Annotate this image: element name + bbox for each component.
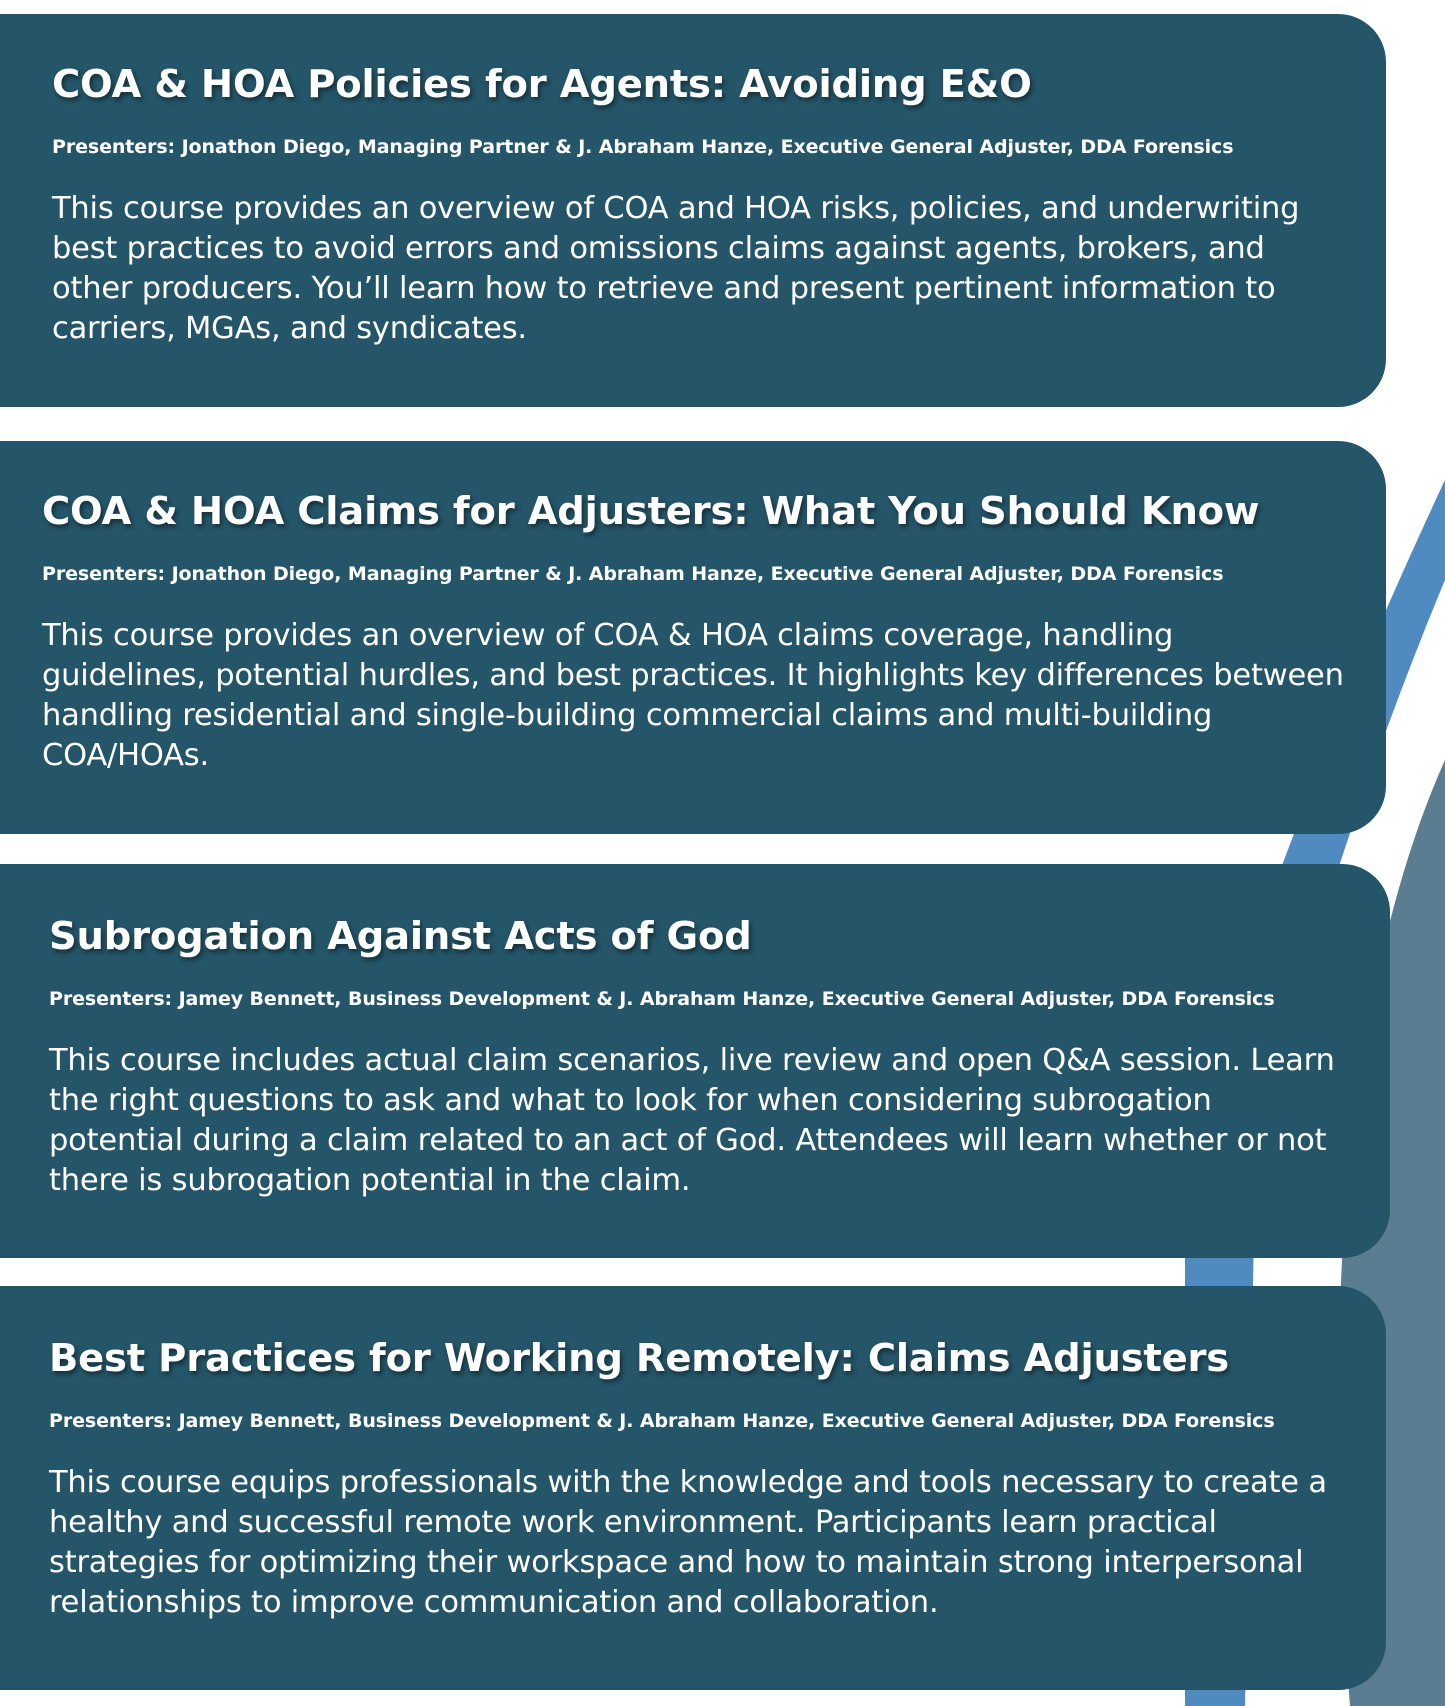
course-presenters: Presenters: Jamey Bennett, Business Development & J. Abraham Hanze, Executive General Adjuster, DDA Forensics	[49, 988, 1275, 1011]
course-description: This course provides an overview of COA and HOA risks, policies, and underwriting best practices to avoid errors and omissions claims against agents, brokers, and other producers. You’ll learn how to retrieve and present pertinent information to carriers, MGAs, and syndicates.	[52, 190, 1300, 346]
course-card	[0, 864, 1390, 1258]
course-card	[0, 1286, 1386, 1690]
course-title: Subrogation Against Acts of God	[49, 914, 752, 959]
course-description: This course provides an overview of COA & HOA claims coverage, handling guidelines, potential hurdles, and best practices. It highlights key differences between handling residential and single-building commercial claims and multi-building COA/HOAs.	[42, 617, 1344, 773]
course-description: This course includes actual claim scenarios, live review and open Q&A session. Learn the right questions to ask and what to look for when considering subrogation potential during a claim related to an act of God. Attendees will learn whether or not there is subrogation potential in the claim.	[49, 1042, 1335, 1198]
course-presenters: Presenters: Jonathon Diego, Managing Partner & J. Abraham Hanze, Executive General Adjuster, DDA Forensics	[42, 563, 1224, 586]
course-presenters: Presenters: Jamey Bennett, Business Development & J. Abraham Hanze, Executive General Adjuster, DDA Forensics	[49, 1410, 1275, 1433]
course-presenters: Presenters: Jonathon Diego, Managing Partner & J. Abraham Hanze, Executive General Adjuster, DDA Forensics	[52, 136, 1234, 159]
course-card	[0, 14, 1386, 407]
course-title: Best Practices for Working Remotely: Claims Adjusters	[49, 1336, 1230, 1381]
course-title: COA & HOA Policies for Agents: Avoiding E&O	[52, 62, 1032, 107]
course-card	[0, 441, 1386, 834]
course-title: COA & HOA Claims for Adjusters: What You Should Know	[42, 489, 1260, 534]
course-description: This course equips professionals with the knowledge and tools necessary to create a healthy and successful remote work environment. Participants learn practical strategies for optimizing their workspace and how to maintain strong interpersonal relationships to improve communication and collaboration.	[49, 1464, 1327, 1620]
